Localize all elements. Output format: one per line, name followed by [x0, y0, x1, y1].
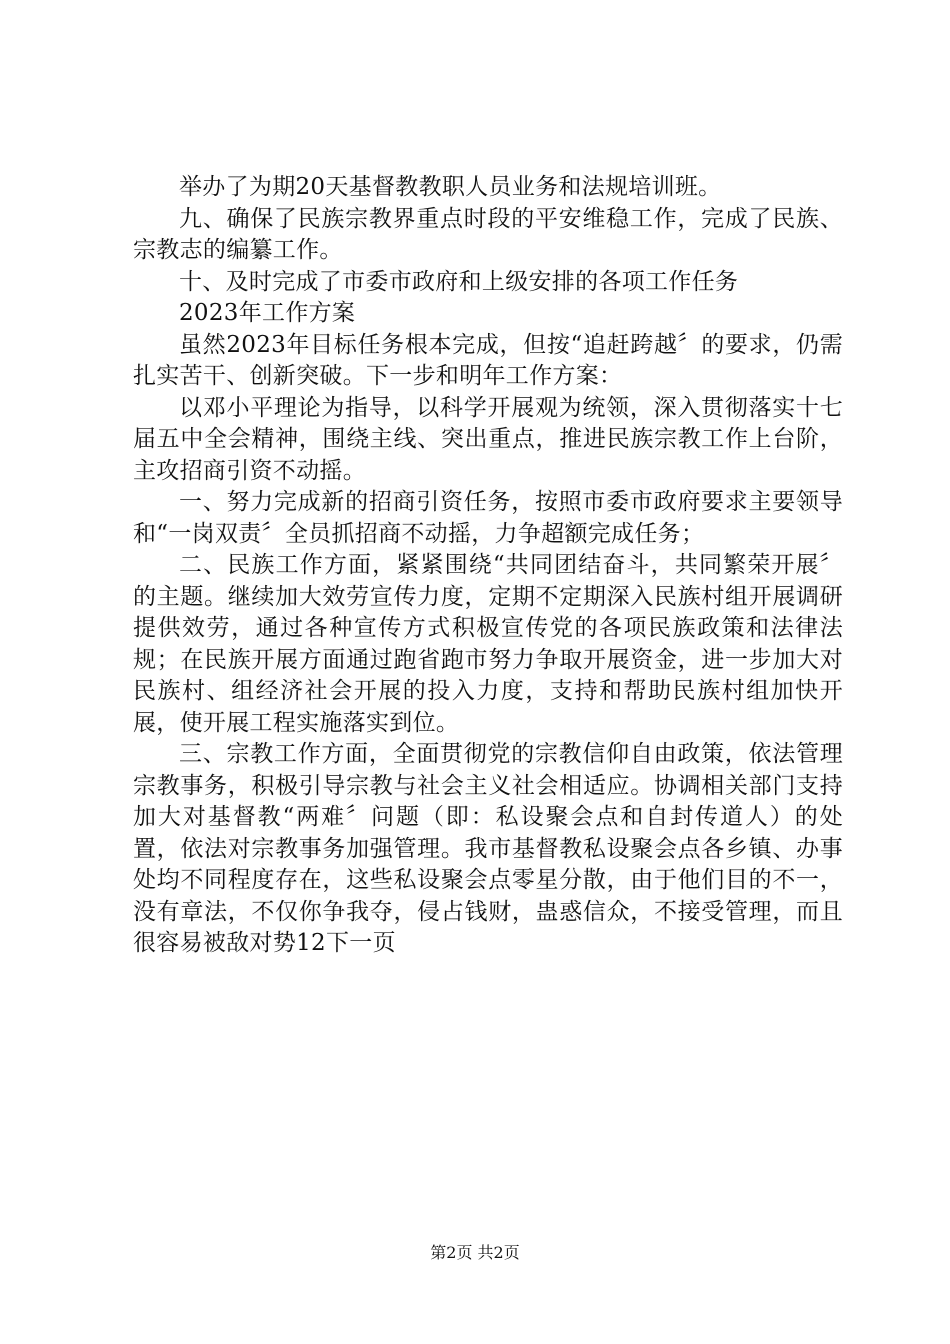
paragraph-training: 举办了为期20天基督教教职人员业务和法规培训班。	[179, 174, 722, 200]
paragraph-plan-two: 二、民族工作方面，紧紧围绕“共同团结奋斗，共同繁荣开展〞的主题。继续加大效劳宣传力度，定期不定期深入民族村组开展调研提供效劳，通过各种宣传方式积极宣传党的各项民族政策和法律法规；在民族开展方面通过跑省跑市努力争取开展资金，进一步加大对民族村、组经济社会开展的投入力度，支持和帮助民族村组加快开展，使开展工程实施落实到位。	[133, 552, 843, 736]
section-heading-work-plan: 2023年工作方案	[179, 300, 356, 326]
paragraph-item-ten: 十、及时完成了市委市政府和上级安排的各项工作任务	[179, 268, 739, 295]
paragraph-plan-one: 一、努力完成新的招商引资任务，按照市委市政府要求主要领导和“一岗双责〞全员抓招商不动摇，力争超额完成任务；	[133, 489, 843, 547]
paragraph-guiding-principle: 以邓小平理论为指导，以科学开展观为统领，深入贯彻落实十七届五中全会精神，围绕主线、突出重点，推进民族宗教工作上台阶，主攻招商引资不动摇。	[133, 394, 843, 484]
paragraph-plan-intro: 虽然2023年目标任务根本完成，但按“追赶跨越〞的要求，仍需扎实苦干、创新突破。下一步和明年工作方案：	[133, 331, 843, 389]
paragraph-plan-three: 三、宗教工作方面，全面贯彻党的宗教信仰自由政策，依法管理宗教事务，积极引导宗教与社会主义社会相适应。协调相关部门支持加大对基督教“两难〞问题（即：私设聚会点和自封传道人）的处置，依法对宗教事务加强管理。我市基督教私设聚会点各乡镇、办事处均不同程度存在，这些私设聚会点零星分散，由于他们目的不一，没有章法，不仅你争我夺，侵占钱财，蛊惑信众，不接受管理，而且很容易被敌对势12下一页	[133, 741, 843, 956]
document-body	[133, 172, 843, 960]
page-footer: 第2页 共2页	[430, 1243, 520, 1262]
paragraph-item-nine: 九、确保了民族宗教界重点时段的平安维稳工作，完成了民族、宗教志的编纂工作。	[133, 205, 843, 263]
